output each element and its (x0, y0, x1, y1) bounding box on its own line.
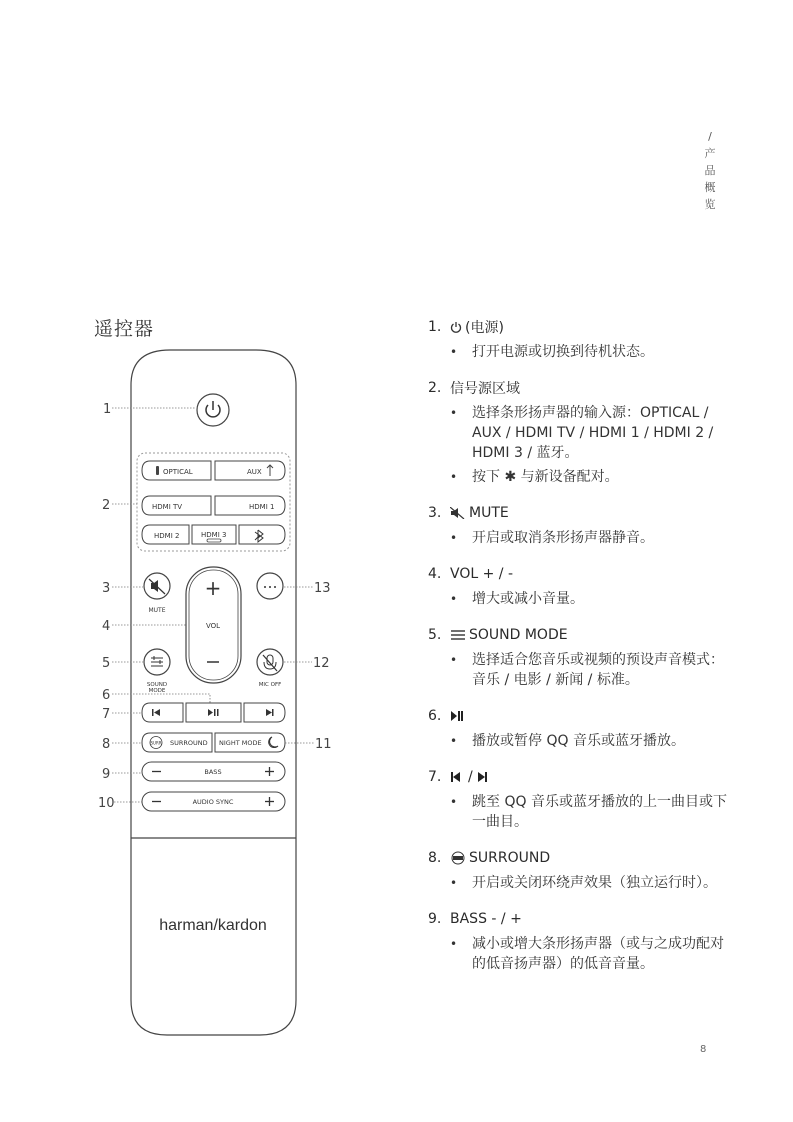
svg-text:AUX: AUX (247, 468, 262, 476)
tab-char: 览 (704, 198, 716, 211)
tab-char: / (708, 130, 712, 143)
item-prev-next: 7. / • 跳至 QQ 音乐或蓝牙播放的上一曲目或下一曲目。 (428, 769, 727, 830)
brand-logo: harman/kardon (159, 917, 267, 934)
bass-rocker[interactable] (142, 762, 285, 781)
tab-char: 品 (704, 164, 716, 177)
callout-1: 1 (103, 402, 112, 417)
callout-7: 7 (102, 707, 111, 722)
night-mode-button[interactable] (215, 733, 285, 752)
next-icon (476, 771, 488, 783)
callout-10: 10 (98, 796, 115, 811)
item-source-area: 2. 信号源区域 • 选择条形扬声器的输入源：OPTICAL / AUX / HDMI TV / HDMI 1 / HDMI 2 / HDMI 3 / 蓝牙。 • 按下 ✱ 与新设备配对。 (428, 377, 728, 487)
svg-text:SOUND: SOUND (146, 682, 168, 688)
previous-button[interactable] (142, 703, 183, 722)
sound-mode-button[interactable] (144, 649, 170, 675)
source-optical-button[interactable] (142, 461, 211, 480)
tab-char: 概 (704, 181, 716, 194)
audio-sync-rocker[interactable] (142, 792, 285, 811)
svg-text:VOL: VOL (205, 622, 221, 630)
svg-text:HDMI 2: HDMI 2 (154, 532, 180, 540)
bullet: • 减小或增大条形扬声器（或与之成功配对的低音扬声器）的低音音量。 (450, 936, 724, 972)
bullet: • 增大或减小音量。 (450, 591, 584, 607)
optical-icon (156, 466, 159, 475)
previous-icon (450, 771, 462, 783)
feature-list (428, 316, 728, 989)
remote-title: 遥控器 (94, 318, 155, 340)
callout-2: 2 (102, 498, 111, 513)
svg-text:OPTICAL: OPTICAL (163, 468, 193, 476)
item-bass: 9. BASS - / + • 减小或增大条形扬声器（或与之成功配对的低音扬声器）的低音音量。 (428, 908, 728, 974)
callout-12: 12 (313, 656, 330, 671)
mute-icon (450, 507, 466, 519)
tab-char: 产 (704, 147, 716, 160)
callout-8: 8 (102, 737, 111, 752)
bullet: • 开启或关闭环绕声效果（独立运行时）。 (450, 875, 717, 891)
bullet: • 打开电源或切换到待机状态。 (450, 344, 654, 360)
source-aux-button[interactable] (215, 461, 285, 480)
item-surround: 8. SURROUND • 开启或关闭环绕声效果（独立运行时）。 (428, 847, 728, 893)
item-sound-mode: 5. SOUND MODE • 选择适合您音乐或视频的预设声音模式：音乐 / 电影 / 新闻 / 标准。 (428, 624, 728, 690)
play-pause-button[interactable] (186, 703, 241, 722)
callout-11: 11 (315, 737, 332, 752)
next-button[interactable] (244, 703, 285, 722)
more-options-button[interactable] (257, 573, 283, 599)
item-mute: 3. MUTE • 开启或取消条形扬声器静音。 (428, 502, 728, 548)
bullet: • 选择适合您音乐或视频的预设声音模式：音乐 / 电影 / 新闻 / 标准。 (450, 652, 724, 688)
source-hdmi2-button[interactable] (142, 525, 189, 544)
bullet: • 选择条形扬声器的输入源：OPTICAL / AUX / HDMI TV / HDMI 1 / HDMI 2 / HDMI 3 / 蓝牙。 (450, 405, 714, 461)
sound-mode-icon (450, 629, 466, 641)
surround-icon (450, 851, 466, 865)
surround-button[interactable] (142, 733, 212, 752)
svg-text:HDMI 3: HDMI 3 (201, 531, 227, 539)
svg-text:NIGHT MODE: NIGHT MODE (219, 739, 262, 747)
source-hdmi3-button[interactable] (192, 525, 236, 544)
svg-text:BASS: BASS (204, 768, 222, 776)
page-number: 8 (700, 1044, 707, 1055)
mic-off-button[interactable] (257, 649, 283, 675)
callout-5: 5 (102, 656, 111, 671)
volume-rocker[interactable] (186, 567, 241, 683)
source-bluetooth-button[interactable] (239, 525, 285, 544)
svg-text:SURROUND: SURROUND (170, 739, 208, 747)
callout-13: 13 (314, 581, 331, 596)
bullet: • 跳至 QQ 音乐或蓝牙播放的上一曲目或下一曲目。 (450, 794, 727, 830)
play-pause-icon (450, 710, 464, 722)
mute-button[interactable] (144, 573, 170, 599)
svg-text:MODE: MODE (148, 688, 166, 694)
callout-4: 4 (102, 619, 111, 634)
svg-text:AUDIO SYNC: AUDIO SYNC (192, 798, 234, 806)
svg-text:HDMI TV: HDMI TV (152, 503, 183, 511)
svg-text:MIC OFF: MIC OFF (258, 682, 282, 688)
bullet: • 开启或取消条形扬声器静音。 (450, 530, 654, 546)
svg-text:MUTE: MUTE (148, 607, 166, 614)
item-volume: 4. VOL + / - • 增大或减小音量。 (428, 563, 728, 609)
callout-3: 3 (102, 581, 111, 596)
bullet: • 播放或暂停 QQ 音乐或蓝牙播放。 (450, 733, 685, 749)
item-play-pause: 6. • 播放或暂停 QQ 音乐或蓝牙播放。 (428, 705, 728, 751)
item-power: 1. (电源) • 打开电源或切换到待机状态。 (428, 316, 728, 362)
power-button[interactable] (197, 394, 229, 426)
vol-plus-icon: + (204, 576, 222, 600)
source-hdmi-tv-button[interactable] (142, 496, 211, 515)
bullet: • 按下 ✱ 与新设备配对。 (450, 469, 619, 485)
power-icon (450, 321, 462, 333)
callout-9: 9 (102, 767, 111, 782)
callout-6: 6 (102, 688, 111, 703)
source-hdmi1-button[interactable] (215, 496, 285, 515)
svg-text:HDMI 1: HDMI 1 (249, 503, 275, 511)
svg-text:SURR: SURR (150, 740, 162, 746)
